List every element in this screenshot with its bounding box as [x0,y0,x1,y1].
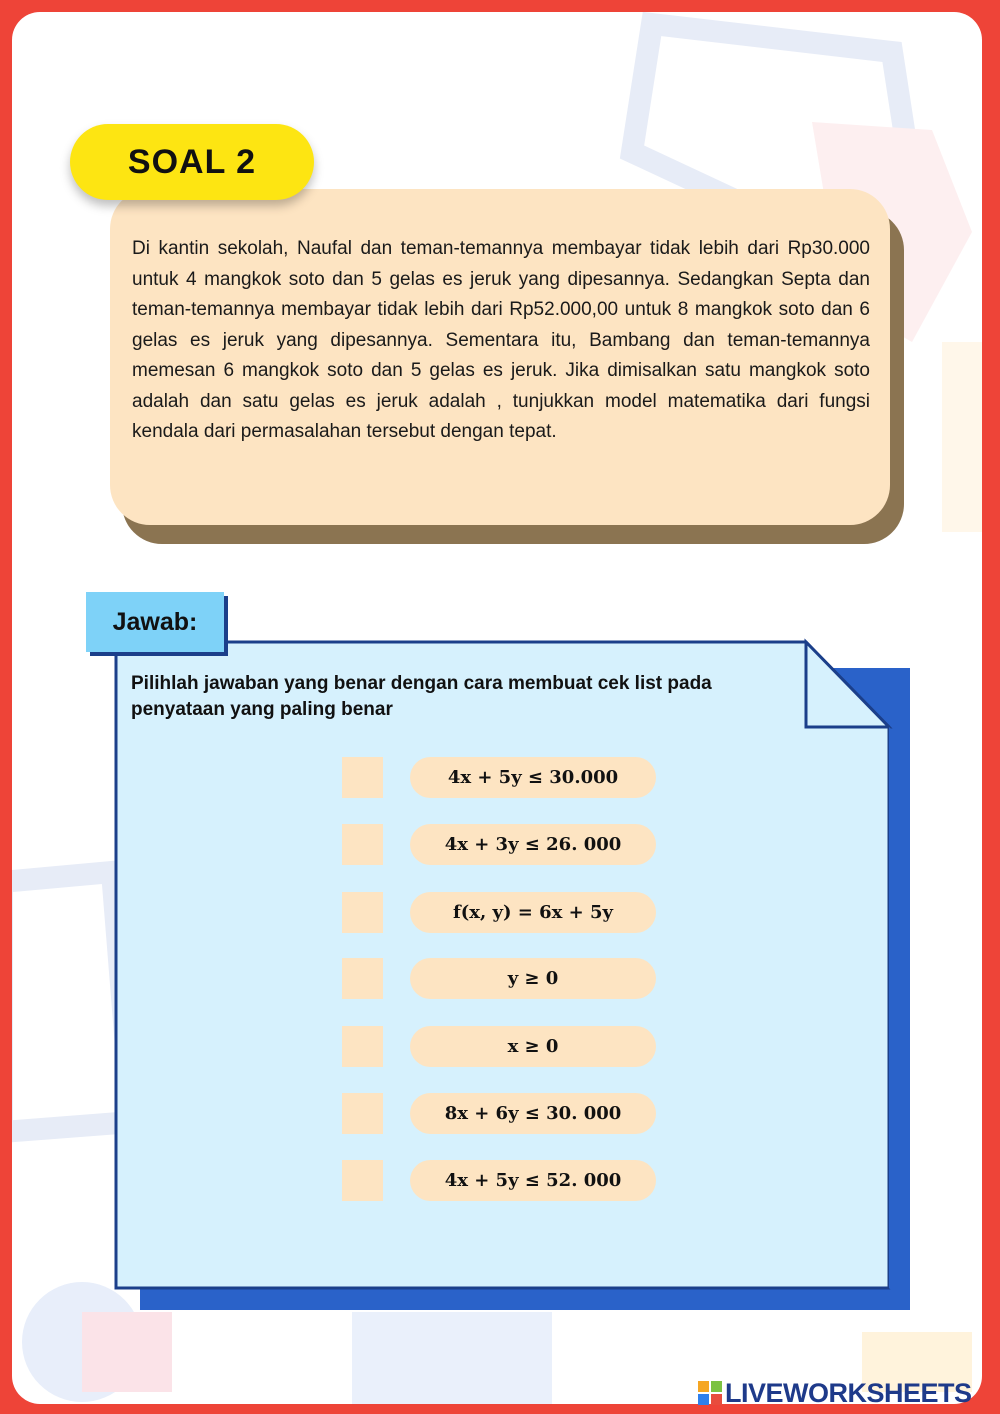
option-label: x ≥ 0 [410,1026,656,1067]
option-row [342,958,662,1000]
question-text: Di kantin sekolah, Naufal dan teman-temannya membayar tidak lebih dari Rp30.000 untuk 4 mangkok soto dan 5 gelas es jeruk yang dipesannya. Sedangkan Septa dan teman-temannya membayar tidak lebih dari Rp52.000,00 untuk 8 mangkok soto dan 6 gelas es jeruk yang dipesannya. Sementara itu, Bambang dan teman-temannya memesan 6 mangkok soto dan 5 gelas es jeruk. Jika dimisalkan satu mangkok soto adalah dan satu gelas es jeruk adalah , tunjukkan model matematika dari fungsi kendala dari permasalahan tersebut dengan tepat. [132,238,870,442]
option-checkbox[interactable] [342,958,383,999]
soal-title: SOAL 2 [70,124,314,200]
option-checkbox[interactable] [342,1026,383,1067]
option-label: f(x, y) = 6x + 5y [410,892,656,933]
option-label: 4x + 3y ≤ 26. 000 [410,824,656,865]
option-checkbox[interactable] [342,1093,383,1134]
option-row [342,757,662,799]
option-label: 4x + 5y ≤ 30.000 [410,757,656,798]
option-row [342,1026,662,1068]
option-label: y ≥ 0 [410,958,656,999]
jawab-label: Jawab: [86,592,224,652]
option-row [342,1093,662,1135]
logo-squares-icon [698,1381,722,1405]
liveworksheets-logo [698,1378,972,1408]
option-label: 8x + 6y ≤ 30. 000 [410,1093,656,1134]
option-row [342,1160,662,1202]
option-checkbox[interactable] [342,824,383,865]
option-row [342,824,662,866]
answer-instruction: Pilihlah jawaban yang benar dengan cara membuat cek list pada penyataan yang paling benar [131,673,712,720]
logo-text: LIVEWORKSHEETS [725,1377,972,1408]
option-label: 4x + 5y ≤ 52. 000 [410,1160,656,1201]
option-checkbox[interactable] [342,892,383,933]
option-checkbox[interactable] [342,1160,383,1201]
option-row [342,892,662,934]
option-checkbox[interactable] [342,757,383,798]
